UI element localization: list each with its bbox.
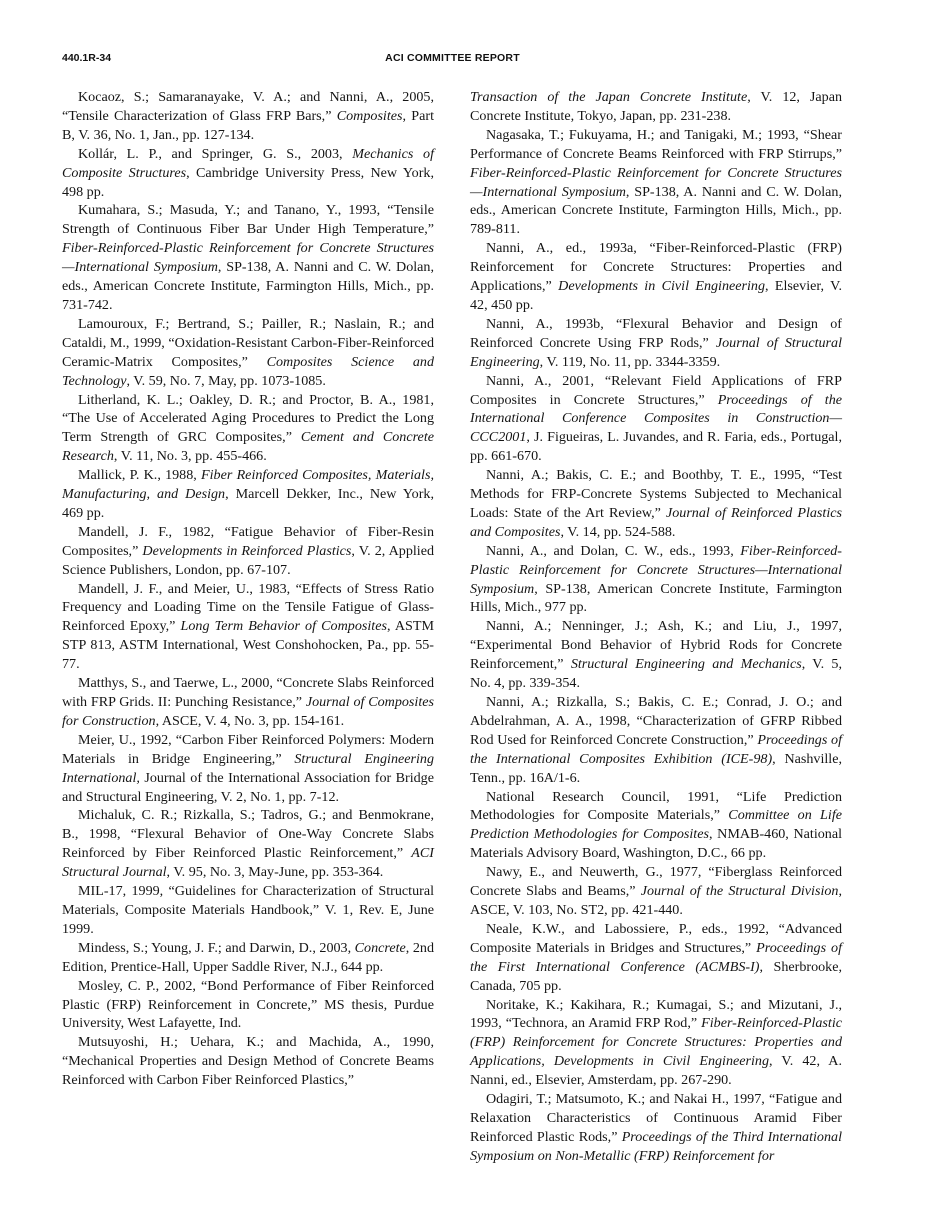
reference-text: Kocaoz, S.; Samaranayake, V. A.; and Nanni, A., 2005, “Tensile Characterization of Glass FRP Bars,” (62, 89, 434, 124)
reference-text: , V. 11, No. 3, pp. 455-466. (113, 448, 267, 465)
reference-text: Nanni, A.; Rizkalla, S.; Bakis, C. E.; Conrad, J. O.; and Abdelrahman, A. A., 1998, “Characterization of GFRP Ribbed Rod Used for Reinforced Concrete Construction,” (470, 694, 842, 748)
reference-text: Mallick, P. K., 1988, (78, 467, 202, 484)
reference-entry (62, 580, 434, 675)
reference-italic-title: Cement and Concrete Research (62, 429, 434, 465)
reference-italic-title: Structural Engineering and Mechanics (570, 656, 802, 673)
reference-italic-title: Proceedings of the First International Conference (ACMBS-I) (470, 939, 842, 975)
reference-entry (470, 315, 842, 372)
reference-text: Kollár, L. P., and Springer, G. S., 2003, (78, 145, 353, 162)
reference-italic-title: Long Term Behavior of Composites (180, 618, 387, 635)
reference-italic-title: Fiber-Reinforced-Plastic (FRP) Reinforcement for Concrete Structures: Properties and Applications, Developments in Civil Engineering (470, 1015, 842, 1070)
reference-text: Kumahara, S.; Masuda, Y.; and Tanano, Y., 1993, “Tensile Strength of Continuous Fiber Bar Under High Temperature,” (62, 202, 434, 238)
reference-italic-title: Developments in Reinforced Plastics (142, 542, 352, 559)
reference-text: Matthys, S., and Taerwe, L., 2000, “Concrete Slabs Reinforced with FRP Grids. II: Punching Resistance,” (62, 675, 434, 710)
reference-text: MIL-17, 1999, “Guidelines for Characterization of Structural Materials, Composite Materials Handbook,” V. 1, Rev. E, June 1999. (62, 883, 434, 937)
running-title: ACI COMMITTEE REPORT (385, 52, 520, 64)
reference-entry (470, 542, 842, 618)
reference-text: , 2nd Edition, Prentice-Hall, Upper Saddle River, N.J., 644 pp. (62, 939, 435, 975)
reference-text: , Sherbrooke, Canada, 705 pp. (470, 958, 843, 994)
reference-italic-title: Proceedings of the Third International Symposium on Non-Metallic (FRP) Reinforcement for (470, 1128, 842, 1164)
reference-text: , J. Figueiras, L. Juvandes, and R. Faria, eds., Portugal, pp. 661-670. (470, 429, 842, 465)
reference-text: , NMAB-460, National Materials Advisory Board, Washington, D.C., 66 pp. (470, 826, 843, 862)
reference-italic-title: Fiber Reinforced Composites, Materials, Manufacturing, and Design (62, 467, 434, 503)
reference-entry (62, 466, 434, 523)
reference-text: Lamouroux, F.; Bertrand, S.; Pailler, R.; Naslain, R.; and Cataldi, M., 1999, “Oxidation-Resistant Carbon-Fiber-Reinforced Ceramic-Matrix Composites,” (62, 315, 434, 370)
reference-entry (62, 806, 434, 882)
reference-entry (470, 466, 842, 542)
reference-text: , ASCE, V. 103, No. ST2, pp. 421-440. (470, 883, 842, 918)
reference-italic-title: Proceedings of the International Composites Exhibition (ICE-98) (470, 731, 842, 767)
reference-text: Mosley, C. P., 2002, “Bond Performance of Fiber Reinforced Plastic (FRP) Reinforcement in Concrete,” MS thesis, Purdue University, West Lafayette, Ind. (62, 977, 434, 1032)
reference-entry (470, 996, 842, 1091)
right-column (470, 88, 842, 1166)
reference-entry (62, 523, 434, 580)
reference-text: , Nashville, Tenn., pp. 16A/1-6. (470, 750, 842, 786)
reference-text: , Cambridge University Press, New York, 498 pp. (62, 164, 434, 200)
reference-text: Nagasaka, T.; Fukuyama, H.; and Tanigaki, M.; 1993, “Shear Performance of Concrete Beams Reinforced with FRP Stirrups,” (470, 126, 842, 162)
reference-text: Noritake, K.; Kakihara, R.; Kumagai, S.; and Mizutani, J., 1993, “Technora, an Aramid FRP Rod,” (470, 996, 842, 1032)
reference-text: Meier, U., 1992, “Carbon Fiber Reinforced Polymers: Modern Materials in Bridge Engineering,” (62, 731, 434, 767)
reference-italic-title: Concrete (354, 939, 406, 956)
reference-italic-title: Journal of the Structural Division (640, 883, 839, 900)
reference-entry (62, 939, 434, 977)
reference-text: Mandell, J. F., 1982, “Fatigue Behavior of Fiber-Resin Composites,” (62, 523, 434, 559)
reference-text: Nanni, A., 1993b, “Flexural Behavior and Design of Reinforced Concrete Using FRP Rods,” (470, 315, 842, 351)
reference-text: Nanni, A.; Bakis, C. E.; and Boothby, T. E., 1995, “Test Methods for FRP-Concrete Systems Subjected to Mechanical Loads: State of the Art Review,” (470, 467, 842, 521)
reference-text: , V. 59, No. 7, May, pp. 1073-1085. (126, 372, 326, 389)
reference-text: , V. 14, pp. 524-588. (560, 523, 676, 540)
reference-entry (470, 372, 842, 467)
reference-italic-title: Fiber-Reinforced-Plastic Reinforcement for Concrete Structures—International Symposium (470, 542, 842, 597)
reference-entry (470, 693, 842, 788)
reference-entry (62, 731, 434, 807)
reference-text: , Part B, V. 36, No. 1, Jan., pp. 127-134. (62, 107, 434, 143)
reference-entry (62, 391, 434, 467)
reference-text: Nanni, A.; Nenninger, J.; Ash, K.; and Liu, J., 1997, “Experimental Bond Behavior of Hybrid Rods for Concrete Reinforcement,” (470, 618, 842, 673)
reference-italic-title: Mechanics of Composite Structures (62, 145, 434, 181)
reference-entry (470, 88, 842, 126)
reference-italic-title: Composites (336, 107, 403, 124)
reference-italic-title: Journal of Structural Engineering (470, 334, 842, 370)
reference-entry (62, 315, 434, 391)
reference-italic-title: Fiber-Reinforced-Plastic Reinforcement for Concrete Structures—International Symposium (62, 240, 434, 276)
reference-text: , ASCE, V. 4, No. 3, pp. 154-161. (155, 712, 345, 729)
reference-text: , V. 12, Japan Concrete Institute, Tokyo, Japan, pp. 231-238. (470, 89, 842, 124)
reference-italic-title: Fiber-Reinforced-Plastic Reinforcement for Concrete Structures—International Symposium (470, 164, 842, 200)
reference-text: Nawy, E., and Neuwerth, G., 1977, “Fiberglass Reinforced Concrete Slabs and Beams,” (470, 864, 842, 900)
reference-italic-title: ACI Structural Journal (62, 845, 434, 881)
reference-entry (470, 1090, 842, 1166)
reference-text: Nanni, A., 2001, “Relevant Field Applications of FRP Composites in Concrete Structures,” (470, 372, 842, 408)
reference-text: Neale, K.W., and Labossiere, P., eds., 1992, “Advanced Composite Materials in Bridges and Structures,” (470, 920, 842, 956)
reference-entry (470, 863, 842, 920)
reference-text: , V. 2, Applied Science Publishers, London, pp. 67-107. (62, 542, 434, 578)
reference-text: , V. 42, A. Nanni, ed., Elsevier, Amsterdam, pp. 267-290. (470, 1053, 843, 1089)
reference-entry (62, 201, 434, 314)
reference-italic-title: Composites Science and Technology (62, 353, 434, 389)
reference-text: , SP-138, A. Nanni and C. W. Dolan, eds., American Concrete Institute, Farmington Hills, Mich., pp. 731-742. (62, 259, 434, 313)
reference-entry (62, 145, 434, 202)
reference-entry (62, 88, 434, 145)
reference-text: , Marcell Dekker, Inc., New York, 469 pp. (62, 486, 434, 521)
reference-text: Nanni, A., ed., 1993a, “Fiber-Reinforced-Plastic (FRP) Reinforcement for Concrete Structures: Properties and Applications,” (470, 240, 842, 295)
reference-text: National Research Council, 1991, “Life Prediction Methodologies for Composite Materials,” (470, 788, 842, 824)
reference-italic-title: Committee on Life Prediction Methodologies for Composites (470, 807, 842, 843)
reference-text: Mutsuyoshi, H.; Uehara, K.; and Machida, A., 1990, “Mechanical Properties and Design Method of Concrete Beams Reinforced with Carbon Fiber Reinforced Plastics,” (62, 1034, 434, 1089)
reference-text: , Elsevier, V. 42, 450 pp. (470, 278, 842, 313)
reference-text: Nanni, A., and Dolan, C. W., eds., 1993, (486, 542, 741, 559)
reference-entry (62, 674, 434, 731)
reference-text: , ASTM STP 813, ASTM International, West Conshohocken, Pa., pp. 55-77. (62, 618, 434, 673)
reference-italic-title: Proceedings of the International Conference Composites in Construction—CCC2001 (470, 391, 842, 446)
reference-text: Odagiri, T.; Matsumoto, K.; and Nakai H., 1997, “Fatigue and Relaxation Characteristics of Continuous Aramid Fiber Reinforced Plastic Rods,” (470, 1091, 842, 1145)
reference-text: , V. 95, No. 3, May-June, pp. 353-364. (166, 864, 384, 881)
reference-entry (470, 126, 842, 239)
reference-text: Mindess, S.; Young, J. F.; and Darwin, D., 2003, (78, 939, 355, 956)
reference-text: Litherland, K. L.; Oakley, D. R.; and Proctor, B. A., 1981, “The Use of Accelerated Aging Procedures to Predict the Long Term Strength of GRC Composites,” (62, 391, 434, 446)
reference-entry (470, 788, 842, 864)
reference-entry (62, 1033, 434, 1090)
reference-italic-title: Journal of Reinforced Plastics and Composites (470, 504, 842, 540)
reference-text: , SP-138, American Concrete Institute, Farmington Hills, Mich., 977 pp. (470, 580, 842, 616)
reference-text: , V. 5, No. 4, pp. 339-354. (470, 656, 842, 692)
page-number: 440.1R-34 (62, 52, 112, 64)
reference-italic-title: Developments in Civil Engineering (558, 278, 766, 295)
left-column (62, 88, 434, 1090)
page-header (0, 52, 940, 68)
reference-entry (470, 920, 842, 996)
reference-entry (62, 977, 434, 1034)
reference-text: Journal of the International Association for Bridge and Structural Engineering, V. 2, No. 1, pp. 7-12. (62, 769, 434, 805)
reference-entry (62, 882, 434, 939)
reference-italic-title: Structural Engineering International, (62, 750, 434, 786)
reference-entry (470, 617, 842, 693)
reference-text: Michaluk, C. R.; Rizkalla, S.; Tadros, G.; and Benmokrane, B., 1998, “Flexural Behavior of One-Way Concrete Slabs Reinforced by Fiber Reinforced Plastic Reinforcement,” (62, 807, 434, 862)
reference-text: , SP-138, A. Nanni and C. W. Dolan, eds., American Concrete Institute, Farmington Hills, Mich., pp. 789-811. (470, 183, 842, 238)
reference-text: , V. 119, No. 11, pp. 3344-3359. (539, 353, 721, 370)
reference-italic-title: Transaction of the Japan Concrete Institute (470, 89, 748, 105)
reference-text: Mandell, J. F., and Meier, U., 1983, “Effects of Stress Ratio Frequency and Loading Time on the Tensile Fatigue of Glass-Reinforced Epoxy,” (62, 580, 434, 635)
reference-italic-title: Journal of Composites for Construction (62, 694, 434, 729)
reference-entry (470, 239, 842, 315)
